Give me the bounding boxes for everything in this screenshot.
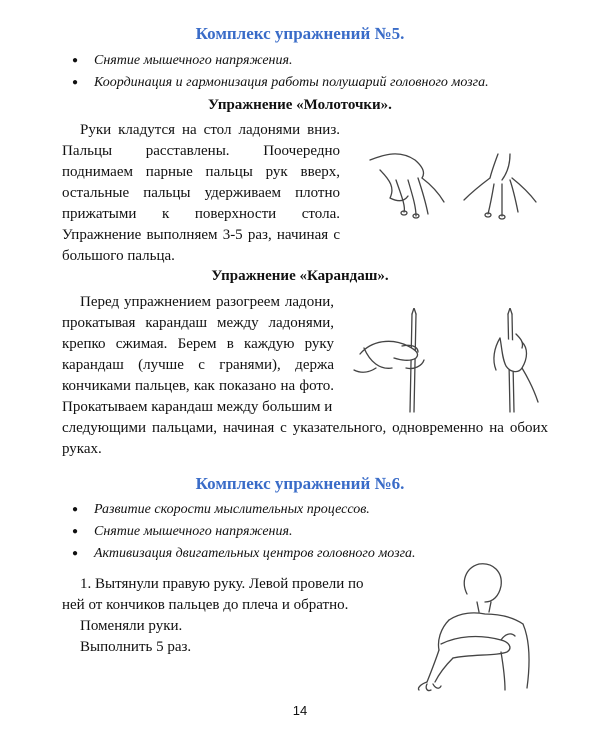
pencil-exercise-text-top [62, 292, 334, 418]
pencil-exercise-title: Упражнение «Карандаш». [211, 268, 389, 284]
step-1-line: Поменяли руки. [80, 618, 183, 634]
step-1-instructions [62, 574, 402, 658]
complex-5-goals [70, 50, 489, 94]
complex-5-title: Комплекс упражнений №5. [195, 24, 405, 43]
complex-6-goals [70, 499, 416, 565]
arm-exercise-illustration [405, 558, 550, 693]
goal-item: ● Снятие мышечного напряжения. [70, 50, 489, 72]
goal-item: ● Активизация двигательных центров головного мозга. [70, 543, 416, 565]
hammers-text: Руки кладутся на стол ладонями вниз. Пальцы расставлены. Поочередно поднимаем парные пальцы рук вверх, остальные пальцы удерживаем плотно прижатыми к поверхности стола. Упражнение выполняем 3-5 раз, начиная с большого пальца. [62, 122, 340, 264]
step-1-line: 1. Вытянули правую руку. Левой провели по [80, 576, 364, 592]
goal-item: ● Снятие мышечного напряжения. [70, 521, 416, 543]
pencil-exercise-text-bottom [62, 418, 548, 460]
hammers-hands-illustration [360, 140, 550, 230]
step-1-line: ней от кончиков пальцев до плеча и обратно. [62, 597, 349, 613]
step-1-line: Выполнить 5 раз. [80, 639, 192, 655]
pencil-text-bottom: следующими пальцами, начиная с указательного, одновременно на обоих руках. [62, 420, 548, 457]
pencil-text-top: Перед упражнением разогреем ладони, прокатывая карандаш между ладонями, крепко сжимая. Берем в каждую руку карандаш (лучше с гранями), держа кончиками пальцев, как показано на фото. Прокатываем карандаш между большим и [62, 294, 334, 415]
page-number: 14 [292, 703, 308, 718]
goal-item: ● Развитие скорости мыслительных процессов. [70, 499, 416, 521]
pencil-hands-illustration [350, 308, 550, 416]
complex-6-title: Комплекс упражнений №6. [195, 474, 405, 493]
hammers-exercise-title: Упражнение «Молоточки». [208, 97, 392, 113]
hammers-exercise-text [62, 120, 340, 267]
goal-item: ● Координация и гармонизация работы полушарий головного мозга. [70, 72, 489, 94]
